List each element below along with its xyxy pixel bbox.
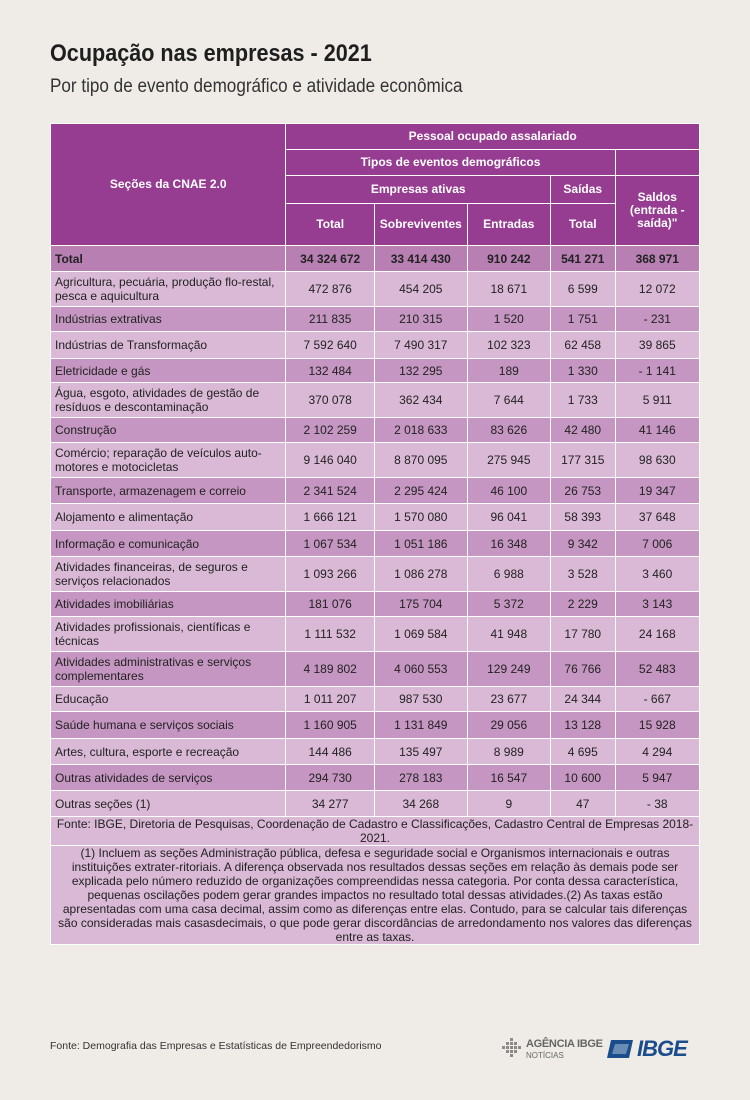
cell-entradas: 102 323 xyxy=(467,332,550,359)
cell-total: 2 341 524 xyxy=(286,478,375,504)
table-row xyxy=(51,617,700,652)
cell-entradas: 6 988 xyxy=(467,557,550,592)
cell-entradas: 83 626 xyxy=(467,418,550,443)
cell-total: 144 486 xyxy=(286,739,375,765)
row-label: Total xyxy=(51,246,286,272)
row-label: Informação e comunicação xyxy=(51,531,286,557)
cell-saidas: 47 xyxy=(550,791,615,817)
cell-total: 34 277 xyxy=(286,791,375,817)
cell-saldos: - 1 141 xyxy=(615,359,699,383)
cell-sobreviventes: 4 060 553 xyxy=(374,652,467,687)
col-saidas-total: Total xyxy=(550,204,615,246)
cell-sobreviventes: 175 704 xyxy=(374,592,467,617)
header-ativas: Empresas ativas xyxy=(286,176,551,204)
col-sobreviventes: Sobreviventes xyxy=(374,204,467,246)
row-label: Indústrias de Transformação xyxy=(51,332,286,359)
ibge-mark-icon xyxy=(607,1038,635,1060)
cell-sobreviventes: 1 051 186 xyxy=(374,531,467,557)
cell-saldos: 19 347 xyxy=(615,478,699,504)
cell-total: 1 067 534 xyxy=(286,531,375,557)
cell-sobreviventes: 34 268 xyxy=(374,791,467,817)
table-row-total xyxy=(51,246,700,272)
col-total: Total xyxy=(286,204,375,246)
header-pessoal: Pessoal ocupado assalariado xyxy=(286,124,700,150)
cell-saldos: - 667 xyxy=(615,687,699,712)
cell-saidas: 4 695 xyxy=(550,739,615,765)
table-row xyxy=(51,712,700,739)
cell-total: 1 093 266 xyxy=(286,557,375,592)
cell-saidas: 13 128 xyxy=(550,712,615,739)
cell-saidas: 58 393 xyxy=(550,504,615,531)
cell-total: 181 076 xyxy=(286,592,375,617)
data-table xyxy=(50,123,700,945)
row-label: Outras atividades de serviços xyxy=(51,765,286,791)
header-blank xyxy=(615,150,699,176)
table-row xyxy=(51,652,700,687)
row-label: Outras seções (1) xyxy=(51,791,286,817)
row-label: Atividades financeiras, de seguros e serviços relacionados xyxy=(51,557,286,592)
table-row xyxy=(51,383,700,418)
table-row xyxy=(51,418,700,443)
cell-total: 472 876 xyxy=(286,272,375,307)
footer-source: Fonte: Demografia das Empresas e Estatísticas de Empreendedorismo xyxy=(50,1040,382,1052)
col-entradas: Entradas xyxy=(467,204,550,246)
cell-saidas: 24 344 xyxy=(550,687,615,712)
table-row xyxy=(51,504,700,531)
cell-sobreviventes: 1 570 080 xyxy=(374,504,467,531)
cell-saldos: 3 143 xyxy=(615,592,699,617)
row-label: Alojamento e alimentação xyxy=(51,504,286,531)
row-label: Agricultura, pecuária, produção flo-restal, pesca e aquicultura xyxy=(51,272,286,307)
cell-entradas: 1 520 xyxy=(467,307,550,332)
cell-sobreviventes: 1 086 278 xyxy=(374,557,467,592)
cell-total: 7 592 640 xyxy=(286,332,375,359)
cell-saldos: 24 168 xyxy=(615,617,699,652)
cell-saldos: 98 630 xyxy=(615,443,699,478)
cell-entradas: 96 041 xyxy=(467,504,550,531)
table-row xyxy=(51,443,700,478)
cell-saldos: 37 648 xyxy=(615,504,699,531)
table-row xyxy=(51,359,700,383)
cell-saldos: 4 294 xyxy=(615,739,699,765)
cell-total: 1 011 207 xyxy=(286,687,375,712)
cell-saldos: - 38 xyxy=(615,791,699,817)
cell-saidas: 3 528 xyxy=(550,557,615,592)
row-label: Atividades profissionais, científicas e técnicas xyxy=(51,617,286,652)
cell-sobreviventes: 210 315 xyxy=(374,307,467,332)
cell-saldos: - 231 xyxy=(615,307,699,332)
cell-total: 1 111 532 xyxy=(286,617,375,652)
row-label: Atividades imobiliárias xyxy=(51,592,286,617)
cell-entradas: 46 100 xyxy=(467,478,550,504)
cell-saidas: 2 229 xyxy=(550,592,615,617)
cell-sobreviventes: 1 069 584 xyxy=(374,617,467,652)
row-label: Construção xyxy=(51,418,286,443)
cell-total: 1 160 905 xyxy=(286,712,375,739)
table-row xyxy=(51,592,700,617)
cell-saidas: 76 766 xyxy=(550,652,615,687)
cell-total: 4 189 802 xyxy=(286,652,375,687)
cell-saldos: 5 911 xyxy=(615,383,699,418)
cell-entradas: 16 547 xyxy=(467,765,550,791)
cell-entradas: 41 948 xyxy=(467,617,550,652)
cell-entradas: 129 249 xyxy=(467,652,550,687)
ibge-logo xyxy=(607,1036,702,1062)
cell-sobreviventes: 1 131 849 xyxy=(374,712,467,739)
cell-sobreviventes: 33 414 430 xyxy=(374,246,467,272)
cell-saldos: 7 006 xyxy=(615,531,699,557)
page-subtitle: Por tipo de evento demográfico e atividade econômica xyxy=(50,76,463,97)
cell-total: 1 666 121 xyxy=(286,504,375,531)
cell-saldos: 368 971 xyxy=(615,246,699,272)
cell-total: 132 484 xyxy=(286,359,375,383)
cell-saidas: 26 753 xyxy=(550,478,615,504)
header-sections: Seções da CNAE 2.0 xyxy=(51,124,286,246)
cell-entradas: 7 644 xyxy=(467,383,550,418)
cell-sobreviventes: 362 434 xyxy=(374,383,467,418)
header-tipos: Tipos de eventos demográficos xyxy=(286,150,615,176)
cell-sobreviventes: 2 295 424 xyxy=(374,478,467,504)
cell-saidas: 6 599 xyxy=(550,272,615,307)
cell-saldos: 12 072 xyxy=(615,272,699,307)
cell-sobreviventes: 7 490 317 xyxy=(374,332,467,359)
table-row xyxy=(51,765,700,791)
cell-total: 9 146 040 xyxy=(286,443,375,478)
cell-total: 34 324 672 xyxy=(286,246,375,272)
cell-sobreviventes: 987 530 xyxy=(374,687,467,712)
cell-entradas: 189 xyxy=(467,359,550,383)
cell-sobreviventes: 454 205 xyxy=(374,272,467,307)
cell-total: 211 835 xyxy=(286,307,375,332)
agencia-grid-icon xyxy=(502,1038,522,1058)
cell-saldos: 5 947 xyxy=(615,765,699,791)
row-label: Artes, cultura, esporte e recreação xyxy=(51,739,286,765)
cell-saidas: 17 780 xyxy=(550,617,615,652)
table-body xyxy=(51,246,700,817)
table-row xyxy=(51,739,700,765)
cell-total: 2 102 259 xyxy=(286,418,375,443)
cell-saidas: 62 458 xyxy=(550,332,615,359)
cell-saidas: 1 751 xyxy=(550,307,615,332)
cell-saldos: 39 865 xyxy=(615,332,699,359)
cell-sobreviventes: 132 295 xyxy=(374,359,467,383)
row-label: Educação xyxy=(51,687,286,712)
cell-saldos: 3 460 xyxy=(615,557,699,592)
cell-entradas: 16 348 xyxy=(467,531,550,557)
table-note: (1) Incluem as seções Administração pública, defesa e seguridade social e Organismos internacionais e outras instituições extrater-ritoriais. A diferença observada nos resultados dessas seções em relação às demais pode ser explicada pelo número reduzido de organizações compreendidas nessa categoria. Por conta dessa característica, pequenas oscilações podem gerar grandes impactos no resultado total dessas atividades.(2) As taxas estão apresentadas com uma casa decimal, assim como as diferenças entre elas. Contudo, para se calcular tais diferenças são consideradas mais casasdecimais, o que pode gerar discordâncias de arredondamento nos valores das diferenças entre as taxas. xyxy=(51,846,700,945)
cell-total: 294 730 xyxy=(286,765,375,791)
table-row xyxy=(51,531,700,557)
cell-entradas: 910 242 xyxy=(467,246,550,272)
agencia-name: AGÊNCIA IBGE xyxy=(526,1038,603,1050)
cell-saidas: 42 480 xyxy=(550,418,615,443)
cell-sobreviventes: 2 018 633 xyxy=(374,418,467,443)
row-label: Comércio; reparação de veículos auto-motores e motocicletas xyxy=(51,443,286,478)
header-saidas: Saídas xyxy=(550,176,615,204)
cell-saidas: 9 342 xyxy=(550,531,615,557)
cell-sobreviventes: 278 183 xyxy=(374,765,467,791)
cell-entradas: 5 372 xyxy=(467,592,550,617)
table-row xyxy=(51,687,700,712)
table-row xyxy=(51,478,700,504)
row-label: Transporte, armazenagem e correio xyxy=(51,478,286,504)
cell-saidas: 1 733 xyxy=(550,383,615,418)
row-label: Indústrias extrativas xyxy=(51,307,286,332)
row-label: Água, esgoto, atividades de gestão de resíduos e descontaminação xyxy=(51,383,286,418)
cell-entradas: 8 989 xyxy=(467,739,550,765)
agencia-ibge-logo xyxy=(502,1036,602,1062)
cell-saidas: 177 315 xyxy=(550,443,615,478)
cell-entradas: 23 677 xyxy=(467,687,550,712)
cell-sobreviventes: 8 870 095 xyxy=(374,443,467,478)
row-label: Atividades administrativas e serviços complementares xyxy=(51,652,286,687)
cell-entradas: 29 056 xyxy=(467,712,550,739)
agencia-sub: NOTÍCIAS xyxy=(526,1051,564,1060)
ibge-wordmark: IBGE xyxy=(637,1036,687,1061)
table-row xyxy=(51,272,700,307)
table-row xyxy=(51,557,700,592)
cell-saidas: 1 330 xyxy=(550,359,615,383)
cell-entradas: 9 xyxy=(467,791,550,817)
cell-saldos: 52 483 xyxy=(615,652,699,687)
header-saldos: Saldos (entrada - saída)" xyxy=(615,176,699,246)
row-label: Eletricidade e gás xyxy=(51,359,286,383)
cell-entradas: 18 671 xyxy=(467,272,550,307)
table-source: Fonte: IBGE, Diretoria de Pesquisas, Coordenação de Cadastro e Classificações, Cadastro Central de Empresas 2018-2021. xyxy=(51,817,700,846)
table-row xyxy=(51,332,700,359)
table-row xyxy=(51,307,700,332)
cell-sobreviventes: 135 497 xyxy=(374,739,467,765)
cell-saidas: 10 600 xyxy=(550,765,615,791)
cell-saidas: 541 271 xyxy=(550,246,615,272)
cell-saldos: 15 928 xyxy=(615,712,699,739)
table-row xyxy=(51,791,700,817)
row-label: Saúde humana e serviços sociais xyxy=(51,712,286,739)
cell-saldos: 41 146 xyxy=(615,418,699,443)
page-title: Ocupação nas empresas - 2021 xyxy=(50,40,372,67)
cell-total: 370 078 xyxy=(286,383,375,418)
cell-entradas: 275 945 xyxy=(467,443,550,478)
